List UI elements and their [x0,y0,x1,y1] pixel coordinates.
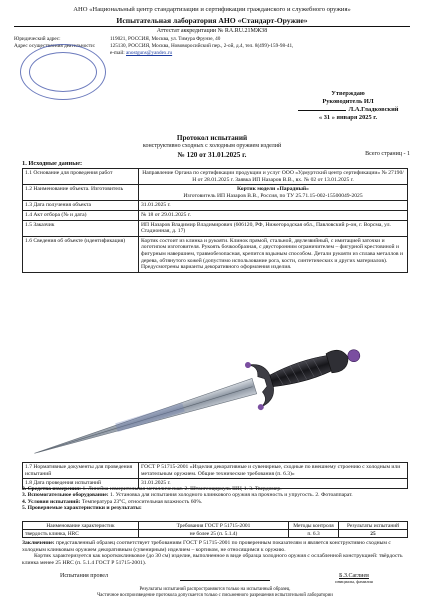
table-header-row: Наименование характеристик Требования ГОСТ Р 51715-2001 Методы контроля Результаты испытаний [23,522,408,530]
normative-table [22,462,408,489]
table-row: 1.2 Наименование объекта. Изготовитель Кортик модели «Парадный» Изготовитель ИП Назаров В.В., Россия, по ТУ 25.71.15-002-15500049-2025 [23,185,408,201]
tester-name: Б.З.Саглиев [339,573,369,579]
approval-block: Утверждаю Руководитель ИЛ Л.А.Гладковский « 31 » января 2025 г. [286,90,410,122]
tester-signature [180,580,270,581]
results-table [22,521,408,538]
table-row: 1.6 Сведения об объекте (идентификация) Кортик состоит из клинка и рукояти. Клинок прямой, стальной, двулезвийный, с имитацией заточки и логотипом изготовителя. Рукоять бочкообразная, с двусторонним ограничителем – фигурной крестовиной и фигурным навершием, травмобезопасная, крепится вздыным способом. Детали рукояти из сплава металлов и дерева, обтянутого кожей (допустимо использование рога, кости, синтетических и других материалов). Предусмотрены варианты декоративного оформления изделия. [23,236,408,272]
table-row: 1.5 Заказчик ИП Назаров Владимир Владимирович (606120, РФ, Нижегородская обл., Павловский р-он, г. Ворсма, ул. Стадионная, д. 17) [23,220,408,236]
table-row: 1.4 Акт отбора (№ и дата) № 18 от 29.01.2025 г. [23,210,408,220]
tester-role: Испытания провел [60,573,108,579]
source-data-table [22,168,408,273]
table-row: твердость клинка, HRC не более 25 (п. 5.1.4) п. 6.3 25 [23,530,408,538]
table-row: 1.7 Нормативные документы для проведения испытаний ГОСТ Р 51715-2001 «Изделия декоративные и сувенирные, сходные по внешнему строению с холодным или метательным оружием. Общие технические требования (п. 6.3)» [23,463,408,479]
dirk-photo [16,333,408,463]
protocol-subtitle: конструктивно сходных с холодным оружием изделий [142,143,282,149]
organization-name: АНО «Национальный центр стандартизации и сертификации гражданского и служебного оружия» [73,6,351,13]
protocol-title: Протокол испытаний [176,134,248,142]
section-1-title: 1. Исходные данные: [22,160,83,167]
email: e-mail: anostguns@yandex.ru [110,50,173,56]
table-row: 1.1 Основание для проведения работ Направление Органа по сертификации продукции и услуг ООО «Удмуртский центр сертификации» № 27190/Н от 28.01.2025 г. Заявка ИП Назаров В.В., вх. № 02 от 13.01.2025 г. [23,169,408,185]
approval-signature [298,110,346,111]
legal-address: Юридический адрес: 119021, РОССИЯ, Москва, ул. Тимура Фрунзе, 40 [14,36,221,42]
table-row: 1.3 Дата получения объекта 31.01.2025 г. [23,201,408,211]
footer-notes: Результаты испытаний распространяются только на испытанный образец. Частичное воспроизведение протокола допускается только с письменного разрешения испытательной лаборатории [97,587,333,598]
actual-address: Адрес осуществления деятельности: 125130, РОССИЯ, Москва, Нововоросийский пер., 2-ой, д.4, тел. 8(499)-159-98-41, [14,43,294,49]
dirk-engraving [115,403,185,432]
lab-stamp [20,44,106,100]
dirk-handle [269,354,332,390]
conclusion: Заключение: представленный образец соответствует требованиям ГОСТ Р 51715-2001 по проверенным показателям и является конструктивно сходным с холодным клинковым оружием декоративным (сувенирным) изделием – кортиком, не относящимся к оружию. Кортик характеризуется как короткоклинковое (до 30 см) изделие, выполненное в виде образца холодного оружия с ослабленной конструкцией: твёрдость клинка менее 25 HRC (п. 5.1.4 ГОСТ Р 51715-2001). [22,540,403,566]
accreditation: Аттестат аккредитации № RA.RU.21МЖ38 [156,28,268,34]
tester-name-caption: инициалы, фамилия [335,579,373,584]
table-row: 1.8 Дата проведения испытаний 31.01.2025 г. [23,479,408,489]
test-conditions: 2. Средства измерения: 1. Линейка измерительная металлическая. 2. Штангенциркуль ШЦ-1. 3. Твердомер. 3. Вспомогательное оборудование: 1. Установка для испытания холодного клинкового оружия на прочность и упругость. 2. Фотоаппарат. 4. Условия испытаний: Температура 23°С, относительная влажность 60%. 5. Проверяемые характеристики и результаты: [22,486,353,512]
protocol-number: № 120 от 31.01.2025 г. [177,151,247,159]
header-divider [14,26,410,27]
lab-name: Испытательная лаборатория АНО «Стандарт-Оружие» [116,16,308,25]
page-count: Всего страниц - 1 [365,151,410,157]
